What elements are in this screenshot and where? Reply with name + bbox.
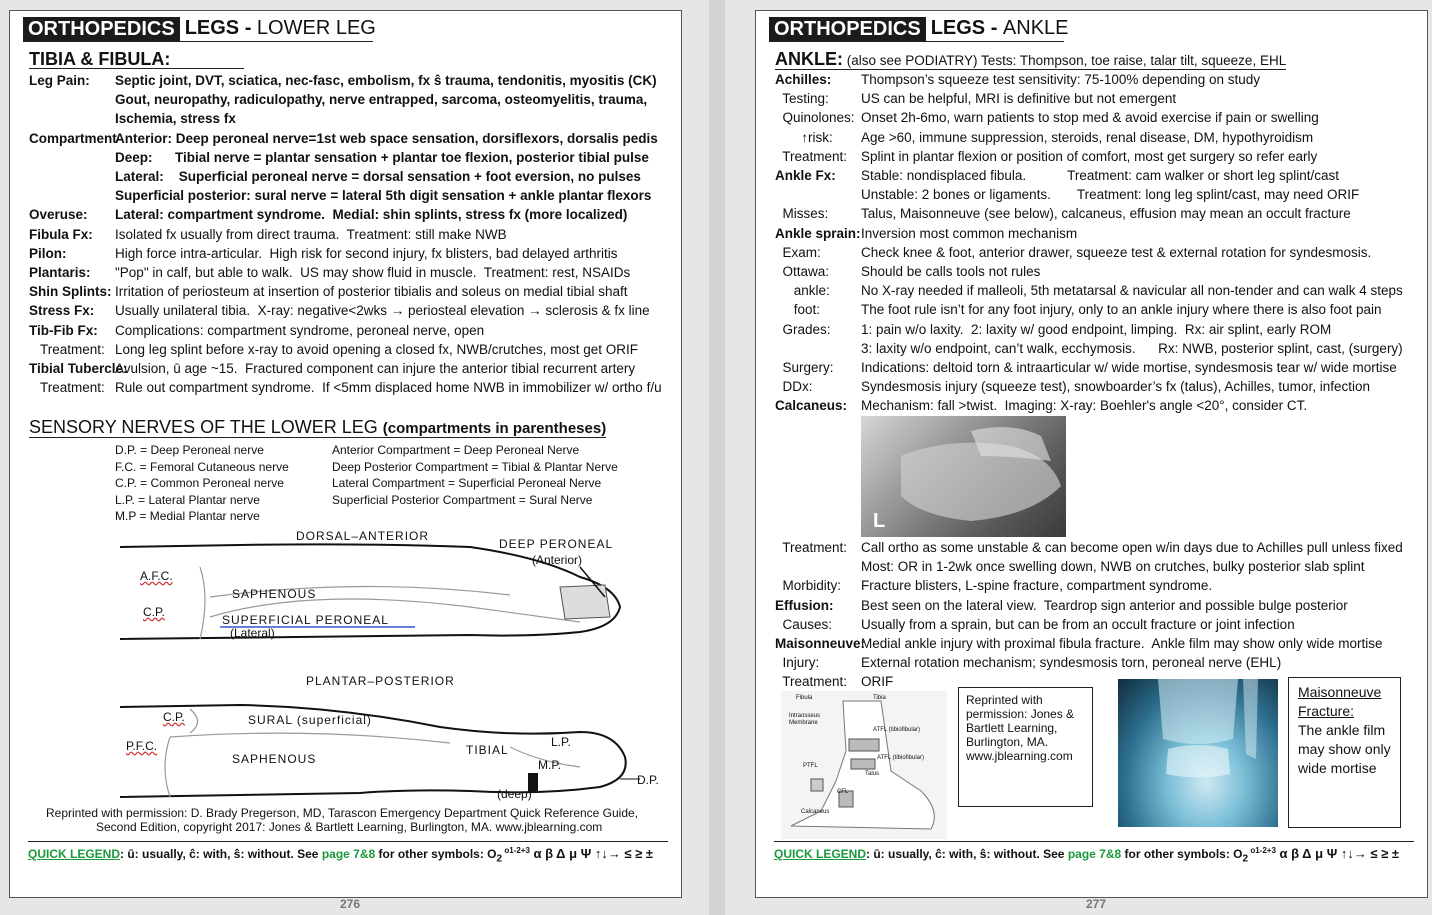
page-277: [755, 10, 1428, 898]
page-gutter: [709, 0, 725, 915]
row-text: External rotation mechanism; syndesmosis torn, peroneal nerve (EHL): [861, 655, 1282, 671]
plantar-lp: L.P.: [551, 735, 571, 749]
row-text: 1: pain w/o laxity. 2: laxity w/ good endpoint, limping. Rx: air splint, early ROM: [861, 321, 1332, 337]
text-row: [775, 205, 1351, 222]
row-text: 3: laxity w/o endpoint, can’t walk, ecchymosis. Rx: NWB, posterior splint, cast, (surgery): [861, 340, 1403, 356]
row-text: Deep: Tibial nerve = plantar sensation + plantar toe flexion, posterior tibial pulse: [115, 149, 649, 165]
text-row: [775, 263, 1040, 280]
text-row: [775, 635, 1382, 652]
dorsal-saphenous: SAPHENOUS: [232, 587, 317, 601]
row-label: Exam:: [775, 244, 821, 260]
dorsal-afc: A.F.C.: [140, 569, 173, 583]
maisonneuve-line: Fracture:: [1298, 703, 1355, 719]
compartment-item: Lateral Compartment = Superficial Peroneal Nerve: [332, 476, 602, 490]
row-label: Stress Fx:: [29, 303, 95, 319]
row-text: Complications: compartment syndrome, peroneal nerve, open: [115, 322, 485, 338]
maisonneuve-line: The ankle film: [1298, 722, 1386, 738]
row-text: Syndesmosis injury (squeeze test), snowboarder’s fx (talus), Achilles, tumor, infection: [861, 379, 1370, 395]
text-row: [29, 110, 236, 127]
quick-legend: QUICK LEGEND: ū: usually, ĉ: with, ŝ: without. See page 7&8 for other symbols: $O_2$ $^{o1-2+3}$ α β Δ μ Ψ ↑↓→ ≤ ≥ ±: [28, 841, 668, 864]
maisonneuve-caption-box: [1288, 677, 1401, 828]
row-label: Leg Pain:: [29, 73, 90, 88]
row-label: Plantaris:: [29, 265, 91, 280]
row-label: Misses:: [775, 206, 829, 222]
text-row: [775, 340, 1403, 357]
text-row: [775, 597, 1348, 614]
row-text: High force intra-articular. High risk for second injury, fx blisters, bad delayed arthritis: [115, 245, 618, 261]
section-sensory-nerves: SENSORY NERVES OF THE LOWER LEG (compartments in parentheses): [29, 417, 607, 437]
text-row: [775, 321, 1331, 338]
row-text: Stable: nondisplaced fibula. Treatment: cam walker or short leg splint/cast: [861, 168, 1339, 183]
text-row: [775, 397, 1307, 414]
plantar-tibial: TIBIAL: [466, 743, 509, 757]
text-row: [775, 301, 1382, 318]
maisonneuve-line: wide mortise: [1298, 760, 1377, 776]
row-text: Superficial posterior: sural nerve = lateral 5th digit sensation + ankle plantar flexors: [115, 188, 652, 204]
dorsal-cp: C.P.: [143, 605, 165, 619]
row-text: Inversion most common mechanism: [861, 225, 1078, 241]
page-header: [23, 16, 376, 42]
anat-membrane: Intraosseus Membrane: [789, 713, 821, 726]
row-label: Ankle sprain:: [775, 225, 861, 241]
row-label: Quinolones:: [775, 110, 855, 126]
row-text: Lateral: Superficial peroneal nerve = dorsal sensation + foot eversion, no pulses: [115, 169, 641, 184]
row-text: Mechanism: fall >twist. Imaging: X-ray: Boehler's angle <20°, consider CT.: [861, 398, 1308, 414]
text-row: [775, 577, 1212, 594]
text-row: [29, 302, 650, 319]
reprint-line: Bartlett Learning,: [966, 721, 1058, 735]
text-row: [29, 168, 641, 185]
row-label: Testing:: [775, 91, 829, 107]
anat-atfl-2: ATFL (tibiofibular): [877, 755, 925, 761]
text-row: [775, 129, 1313, 146]
abbreviation-item: F.C. = Femoral Cutaneous nerve: [115, 459, 289, 474]
dorsal-lateral: (Lateral): [230, 626, 275, 640]
text-row: [29, 360, 635, 377]
row-text: "Pop" in calf, but able to walk. US may show fluid in muscle. Treatment: rest, NSAIDs: [115, 265, 631, 280]
row-text: Fracture blisters, L-spine fracture, compartment syndrome.: [861, 578, 1213, 594]
dorsal-superficial: SUPERFICIAL PERONEAL: [222, 613, 389, 627]
credit-line-1: Reprinted with permission: D. Brady Pregerson, MD, Tarascon Emergency Department Quick Reference Guide,: [46, 806, 639, 820]
row-label: Morbidity:: [775, 578, 842, 594]
reprint-line: Burlington, MA.: [966, 735, 1049, 749]
text-row: [29, 379, 662, 396]
row-text: No X-ray needed if malleoli, 5th metatarsal & navicular all non-tender and can walk 4 steps: [861, 283, 1403, 299]
text-row: [775, 282, 1403, 299]
row-label: Surgery:: [775, 360, 834, 375]
row-label: Tibial Tubercle:: [29, 361, 128, 376]
dorsal-title: DORSAL–ANTERIOR: [296, 529, 430, 543]
text-row: [775, 71, 1260, 88]
row-label: Grades:: [775, 321, 831, 337]
text-row: [775, 616, 1295, 633]
dorsal-anterior-label: (Anterior): [532, 553, 583, 567]
row-label: Ankle Fx:: [775, 168, 836, 183]
anat-ptfl: PTFL: [803, 763, 818, 769]
anat-talus: Talus: [865, 771, 880, 777]
row-text: Medial ankle injury with proximal fibula fracture. Ankle film may show only wide mortise: [861, 636, 1383, 651]
text-row: [775, 244, 1371, 261]
anat-tibia: Tibia: [873, 695, 886, 701]
row-label: Treatment:: [775, 674, 848, 690]
plantar-cp: C.P.: [163, 710, 185, 724]
header-box: ORTHOPEDICS: [769, 17, 926, 41]
row-label: Compartment: [29, 130, 117, 146]
row-text: Unstable: 2 bones or ligaments. Treatment: long leg splint/cast, may need ORIF: [861, 187, 1360, 203]
row-label: Treatment:: [29, 380, 105, 396]
section-tibia-fibula: TIBIA & FIBULA:: [29, 51, 244, 69]
row-text: Usually from a sprain, but can be from an occult fracture or joint infection: [861, 616, 1295, 632]
plantar-sural: SURAL (superficial): [248, 713, 372, 727]
anat-cfl: CFL: [837, 789, 849, 795]
anat-fibula: Fibula: [796, 695, 813, 701]
text-row: [29, 187, 651, 204]
row-text: Ischemia, stress fx: [115, 111, 236, 127]
row-text: ORIF: [861, 674, 894, 690]
row-text: Thompson’s squeeze test sensitivity: 75-100% depending on study: [861, 72, 1260, 87]
section-ankle: ANKLE: (also see PODIATRY) Tests: Thompson, toe raise, talar tilt, squeeze, EHL: [775, 49, 1287, 69]
plantar-pfc: P.F.C.: [126, 739, 158, 753]
row-text: Talus, Maisonneuve (see below), calcaneus, effusion may mean an occult fracture: [861, 206, 1351, 222]
row-text: Irritation of periosteum at insertion of posterior tibialis and soleus on medial tibial shaft: [115, 284, 628, 300]
row-label: Shin Splints:: [29, 284, 112, 300]
reprint-permission-box: [958, 687, 1093, 807]
row-text: Isolated fx usually from direct trauma. Treatment: still make NWB: [115, 226, 507, 242]
text-row: [775, 378, 1370, 395]
credit-line-2: Second Edition, copyright 2017: Jones & Bartlett Learning, Burlington, MA. www.jblearning.com: [96, 820, 603, 834]
row-text: Septic joint, DVT, sciatica, nec-fasc, embolism, fx ŝ trauma, tendonitis, myositis (CK): [115, 73, 657, 88]
row-text: Most: OR in 1-2wk once swelling down, NWB on crutches, bulky posterior slab splint: [861, 559, 1365, 575]
reprint-line: permission: Jones &: [966, 707, 1075, 721]
row-label: Achilles:: [775, 72, 832, 87]
row-text: Usually unilateral tibia. X-ray: negative<2wks → periosteal elevation → sclerosis & fx line: [115, 303, 650, 319]
reprint-line: Reprinted with: [966, 693, 1043, 707]
plantar-mp: M.P.: [538, 758, 562, 772]
row-text: Check knee & foot, anterior drawer, squeeze test & external rotation for syndesmosis.: [861, 244, 1372, 260]
abbreviation-item: L.P. = Lateral Plantar nerve: [115, 492, 260, 507]
row-label: ankle:: [775, 283, 830, 299]
compartment-item: Superficial Posterior Compartment = Sural Nerve: [332, 492, 593, 507]
row-label: Tib-Fib Fx:: [29, 322, 98, 338]
row-label: Pilon:: [29, 245, 67, 261]
header-rest: LOWER LEG: [256, 17, 376, 39]
compartment-item: Anterior Compartment = Deep Peroneal Nerve: [332, 443, 580, 457]
abbreviation-item: D.P. = Deep Peroneal nerve: [115, 443, 264, 457]
plantar-dp: D.P.: [637, 773, 659, 787]
plantar-title: PLANTAR–POSTERIOR: [306, 674, 455, 688]
text-row: [775, 654, 1281, 671]
plantar-deep: (deep): [497, 787, 532, 801]
text-row: [775, 167, 1339, 184]
row-label: DDx:: [775, 379, 813, 395]
row-label: Effusion:: [775, 597, 834, 613]
page-header: [769, 16, 1069, 42]
row-label: Treatment:: [775, 540, 848, 555]
row-label: Maisonneuve:: [775, 636, 866, 651]
row-text: Best seen on the lateral view. Teardrop sign anterior and possible bulge posterior: [861, 597, 1348, 613]
text-row: [29, 283, 628, 300]
row-text: Age >60, immune suppression, steroids, renal disease, DM, hypothyroidism: [861, 129, 1314, 145]
text-row: [29, 206, 627, 223]
row-text: Should be calls tools not rules: [861, 264, 1041, 279]
text-row: [29, 72, 657, 89]
xray-marker: L: [873, 510, 886, 532]
row-text: Anterior: Deep peroneal nerve=1st web space sensation, dorsiflexors, dorsalis pedis: [115, 130, 658, 146]
row-label: Calcaneus:: [775, 398, 848, 414]
row-label: Causes:: [775, 616, 833, 632]
row-text: Long leg splint before x-ray to avoid opening a closed fx, NWB/crutches, most get ORIF: [115, 341, 638, 357]
row-text: Avulsion, ū age ~15. Fractured component can injure the anterior tibial recurrent artery: [115, 361, 636, 376]
header-rest: ANKLE: [1002, 17, 1069, 39]
header-bold: LEGS -: [930, 17, 1003, 39]
text-row: [29, 341, 638, 358]
page-number-right: 277: [1085, 897, 1107, 911]
dorsal-deep-peroneal: DEEP PERONEAL: [499, 537, 614, 551]
text-row: [29, 149, 649, 166]
page-number-left: 276: [339, 897, 361, 911]
row-label: ↑risk:: [775, 129, 833, 145]
text-row: [29, 130, 658, 147]
row-label: Treatment:: [29, 341, 105, 357]
text-row: [775, 359, 1397, 376]
text-row: [775, 90, 1176, 107]
row-text: Gout, neuropathy, radiculopathy, nerve entrapped, sarcoma, osteomyelitis, trauma,: [115, 92, 648, 108]
text-row: [775, 558, 1364, 575]
text-row: [775, 186, 1359, 203]
row-label: foot:: [775, 302, 821, 318]
row-label: Overuse:: [29, 207, 88, 223]
reprint-line: www.jblearning.com: [966, 749, 1073, 763]
text-row: [29, 322, 484, 339]
text-row: [775, 109, 1319, 126]
text-row: [775, 148, 1317, 165]
header-bold: LEGS -: [184, 17, 257, 39]
text-row: [775, 539, 1403, 556]
plantar-saphenous: SAPHENOUS: [232, 752, 317, 766]
text-row: [775, 673, 893, 690]
row-text: Call ortho as some unstable & can become open w/in days due to Achilles pull unless fixed: [861, 540, 1403, 555]
text-row: [775, 225, 1077, 242]
ankle-ap-xray: [1118, 679, 1278, 827]
row-label: Fibula Fx:: [29, 226, 93, 242]
calcaneus-xray: [861, 416, 1066, 537]
row-text: Onset 2h-6mo, warn patients to stop med & avoid exercise if pain or swelling: [861, 110, 1319, 126]
header-box: ORTHOPEDICS: [23, 17, 180, 41]
text-row: [29, 226, 507, 243]
compartment-item: Deep Posterior Compartment = Tibial & Plantar Nerve: [332, 459, 618, 474]
anat-calcaneus: Calcaneus: [801, 809, 830, 815]
text-row: [29, 264, 630, 281]
page-276: [9, 10, 682, 898]
maisonneuve-line: may show only: [1298, 741, 1391, 757]
row-text: The foot rule isn’t for any foot injury, only to an ankle injury where there is also foot pain: [861, 302, 1382, 318]
maisonneuve-line: Maisonneuve: [1298, 684, 1382, 700]
plantar-posterior-diagram: [110, 687, 650, 817]
row-text: Splint in plantar flexion or position of comfort, most get surgery so refer early: [861, 148, 1318, 164]
row-text: Indications: deltoid torn & intraarticular w/ wide mortise, syndesmosis tear w/ wide mortise: [861, 360, 1397, 375]
row-text: Lateral: compartment syndrome. Medial: shin splints, stress fx (more localized): [115, 207, 628, 223]
row-label: Ottawa:: [775, 264, 830, 279]
row-label: Injury:: [775, 655, 820, 671]
row-text: Rule out compartment syndrome. If <5mm displaced home NWB in immobilizer w/ ortho f/u: [115, 380, 662, 396]
row-label: Treatment:: [775, 148, 848, 164]
row-text: US can be helpful, MRI is definitive but not emergent: [861, 91, 1177, 107]
anat-atfl-1: ATFL (tibiofibular): [873, 727, 921, 733]
abbreviation-item: C.P. = Common Peroneal nerve: [115, 476, 284, 490]
ankle-anatomy-drawing: [781, 691, 947, 839]
abbreviation-item: M.P = Medial Plantar nerve: [115, 509, 260, 523]
quick-legend: QUICK LEGEND: ū: usually, ĉ: with, ŝ: without. See page 7&8 for other symbols: $O_2$ $^{o1-2+3}$ α β Δ μ Ψ ↑↓→ ≤ ≥ ±: [774, 841, 1414, 864]
text-row: [29, 91, 647, 108]
text-row: [29, 245, 617, 262]
